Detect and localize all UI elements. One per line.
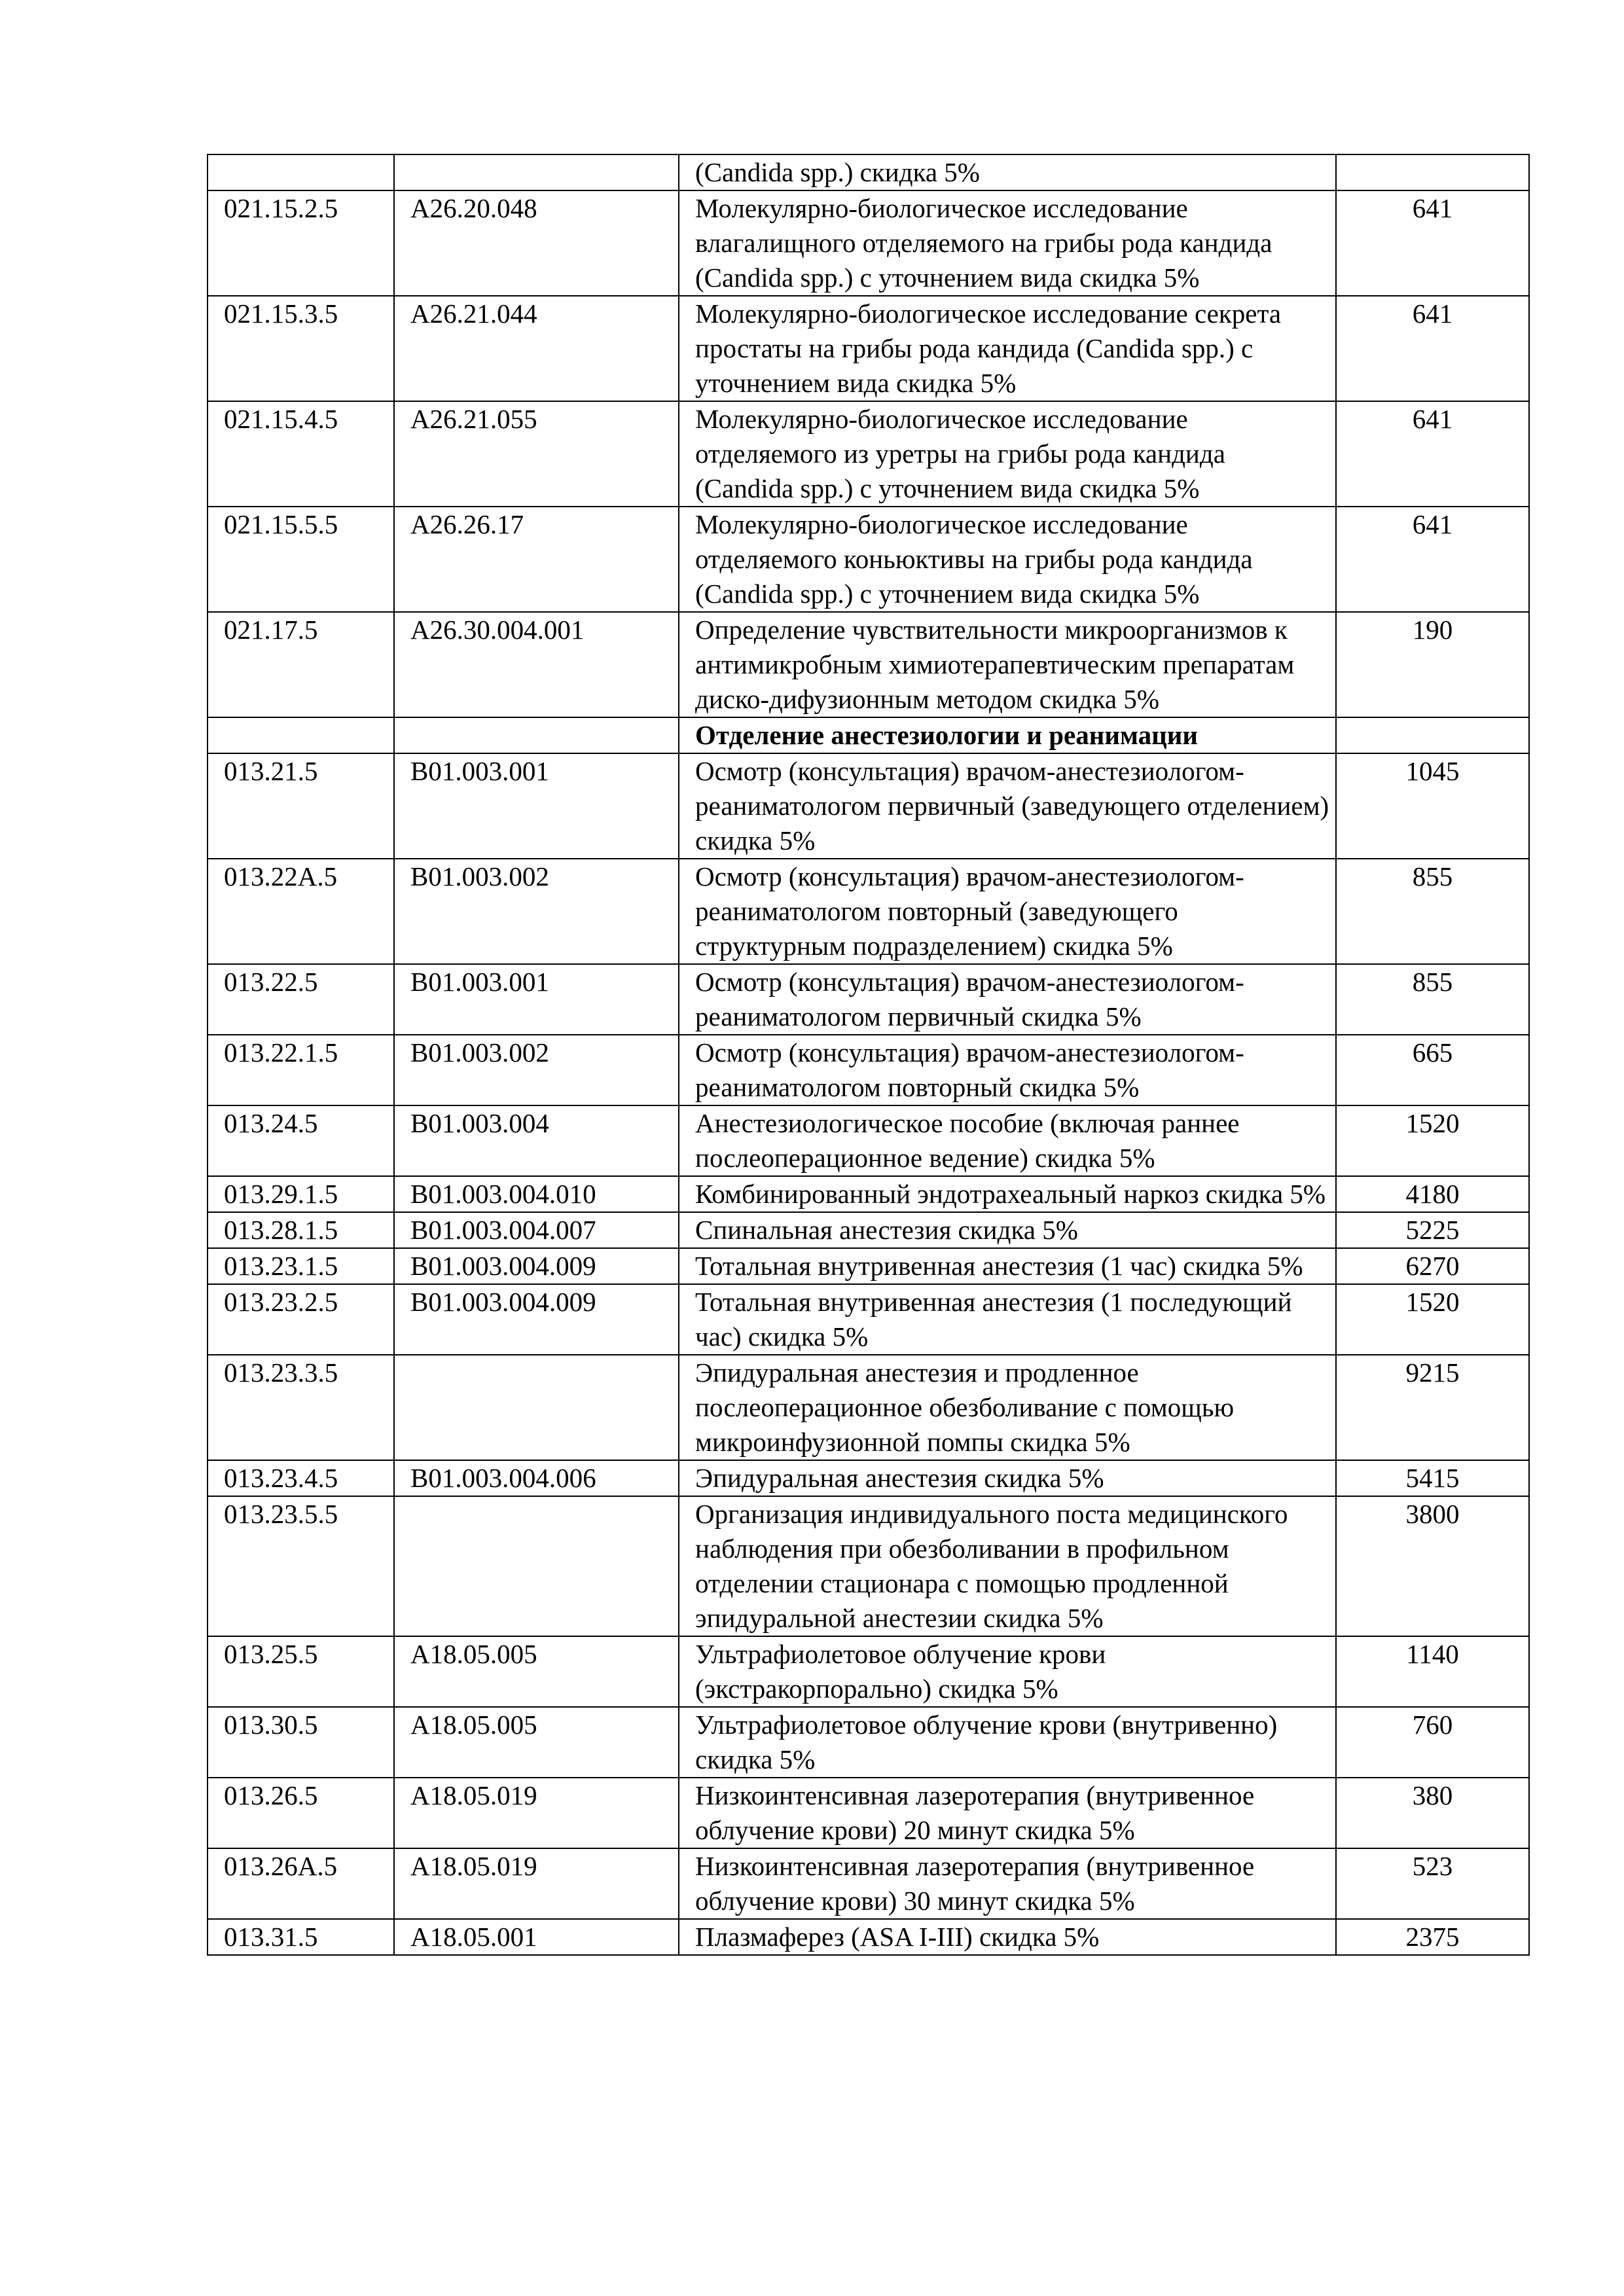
price-cell: 641 — [1336, 190, 1529, 296]
table-row — [208, 1248, 1529, 1284]
table-row — [208, 1105, 1529, 1176]
service-name-cell: Ультрафиолетовое облучение крови (внутривенно) скидка 5% — [679, 1707, 1336, 1778]
row-code-cell: 021.15.5.5 — [208, 507, 394, 612]
row-code-cell: 013.29.1.5 — [208, 1176, 394, 1212]
table-row — [208, 1848, 1529, 1919]
table-row — [208, 1707, 1529, 1778]
service-name-cell: (Candida spp.) скидка 5% — [679, 154, 1336, 190]
price-cell: 855 — [1336, 859, 1529, 964]
service-code-cell: B01.003.001 — [394, 964, 679, 1035]
service-code-cell: A18.05.019 — [394, 1778, 679, 1848]
service-name-cell: Низкоинтенсивная лазеротерапия (внутривенное облучение крови) 20 минут скидка 5% — [679, 1778, 1336, 1848]
service-name-cell: Молекулярно-биологическое исследование отделяемого коньюктивы на грибы рода кандида (Candida spp.) с уточнением вида скидка 5% — [679, 507, 1336, 612]
service-code-cell: A18.05.005 — [394, 1707, 679, 1778]
service-name-cell: Тотальная внутривенная анестезия (1 час) скидка 5% — [679, 1248, 1336, 1284]
table-row — [208, 190, 1529, 296]
table-row — [208, 1460, 1529, 1496]
price-cell: 6270 — [1336, 1248, 1529, 1284]
service-name-cell: Отделение анестезиологии и реанимации — [679, 717, 1336, 753]
service-name-cell: Молекулярно-биологическое исследование влагалищного отделяемого на грибы рода кандида (Candida spp.) с уточнением вида скидка 5% — [679, 190, 1336, 296]
service-name-cell: Анестезиологическое пособие (включая раннее послеоперационное ведение) скидка 5% — [679, 1105, 1336, 1176]
price-cell: 665 — [1336, 1035, 1529, 1105]
price-cell: 5415 — [1336, 1460, 1529, 1496]
service-code-cell: A26.30.004.001 — [394, 612, 679, 717]
service-name-cell: Плазмаферез (ASA I-III) скидка 5% — [679, 1919, 1336, 1955]
row-code-cell: 013.24.5 — [208, 1105, 394, 1176]
row-code-cell: 013.22.1.5 — [208, 1035, 394, 1105]
service-code-cell: B01.003.004.009 — [394, 1248, 679, 1284]
row-code-cell: 021.15.2.5 — [208, 190, 394, 296]
price-cell: 1140 — [1336, 1636, 1529, 1707]
service-name-cell: Молекулярно-биологическое исследование секрета простаты на грибы рода кандида (Candida spp.) с уточнением вида скидка 5% — [679, 296, 1336, 401]
table-row — [208, 1636, 1529, 1707]
price-cell: 641 — [1336, 507, 1529, 612]
table-row — [208, 507, 1529, 612]
service-code-cell: B01.003.004.009 — [394, 1284, 679, 1355]
service-name-cell: Организация индивидуального поста медицинского наблюдения при обезболивании в профильном отделении стационара с помощью продленной эпидуральной анестезии скидка 5% — [679, 1496, 1336, 1636]
service-code-cell — [394, 1496, 679, 1636]
row-code-cell: 021.15.3.5 — [208, 296, 394, 401]
price-list-table — [207, 154, 1530, 1956]
row-code-cell: 013.28.1.5 — [208, 1212, 394, 1248]
table-row — [208, 1355, 1529, 1460]
service-name-cell: Комбинированный эндотрахеальный наркоз скидка 5% — [679, 1176, 1336, 1212]
service-code-cell: B01.003.002 — [394, 1035, 679, 1105]
service-code-cell — [394, 717, 679, 753]
service-name-cell: Определение чувствительности микроорганизмов к антимикробным химиотерапевтическим препаратам диско-дифузионным методом скидка 5% — [679, 612, 1336, 717]
row-code-cell: 013.23.3.5 — [208, 1355, 394, 1460]
service-code-cell: B01.003.004.010 — [394, 1176, 679, 1212]
price-cell: 1520 — [1336, 1284, 1529, 1355]
table-row — [208, 296, 1529, 401]
row-code-cell: 013.21.5 — [208, 753, 394, 859]
service-name-cell: Низкоинтенсивная лазеротерапия (внутривенное облучение крови) 30 минут скидка 5% — [679, 1848, 1336, 1919]
row-code-cell: 013.26A.5 — [208, 1848, 394, 1919]
row-code-cell: 013.22A.5 — [208, 859, 394, 964]
service-name-cell: Ультрафиолетовое облучение крови (экстракорпорально) скидка 5% — [679, 1636, 1336, 1707]
row-code-cell: 013.23.2.5 — [208, 1284, 394, 1355]
service-code-cell: A18.05.005 — [394, 1636, 679, 1707]
service-code-cell: B01.003.004.006 — [394, 1460, 679, 1496]
price-cell — [1336, 154, 1529, 190]
row-code-cell — [208, 717, 394, 753]
row-code-cell: 013.25.5 — [208, 1636, 394, 1707]
table-row — [208, 1496, 1529, 1636]
price-cell: 3800 — [1336, 1496, 1529, 1636]
table-row — [208, 1919, 1529, 1955]
row-code-cell: 013.22.5 — [208, 964, 394, 1035]
price-cell: 5225 — [1336, 1212, 1529, 1248]
service-code-cell: A26.26.17 — [394, 507, 679, 612]
price-cell: 380 — [1336, 1778, 1529, 1848]
service-code-cell: A26.20.048 — [394, 190, 679, 296]
row-code-cell: 021.15.4.5 — [208, 401, 394, 507]
service-code-cell: B01.003.002 — [394, 859, 679, 964]
price-cell: 760 — [1336, 1707, 1529, 1778]
row-code-cell: 013.23.1.5 — [208, 1248, 394, 1284]
price-cell: 4180 — [1336, 1176, 1529, 1212]
service-code-cell: A18.05.019 — [394, 1848, 679, 1919]
price-list-body — [208, 154, 1529, 1955]
table-row — [208, 401, 1529, 507]
row-code-cell: 021.17.5 — [208, 612, 394, 717]
row-code-cell: 013.30.5 — [208, 1707, 394, 1778]
price-cell: 9215 — [1336, 1355, 1529, 1460]
service-code-cell: A26.21.044 — [394, 296, 679, 401]
price-cell: 523 — [1336, 1848, 1529, 1919]
table-row — [208, 964, 1529, 1035]
service-name-cell: Молекулярно-биологическое исследование отделяемого из уретры на грибы рода кандида (Candida spp.) с уточнением вида скидка 5% — [679, 401, 1336, 507]
table-row — [208, 1778, 1529, 1848]
table-row — [208, 1284, 1529, 1355]
service-code-cell: A18.05.001 — [394, 1919, 679, 1955]
service-code-cell: B01.003.004.007 — [394, 1212, 679, 1248]
table-row — [208, 1035, 1529, 1105]
service-name-cell: Осмотр (консультация) врачом-анестезиологом-реаниматологом первичный (заведующего отделением) скидка 5% — [679, 753, 1336, 859]
price-cell: 1520 — [1336, 1105, 1529, 1176]
service-name-cell: Осмотр (консультация) врачом-анестезиологом-реаниматологом первичный скидка 5% — [679, 964, 1336, 1035]
service-name-cell: Спинальная анестезия скидка 5% — [679, 1212, 1336, 1248]
price-cell: 2375 — [1336, 1919, 1529, 1955]
row-code-cell: 013.26.5 — [208, 1778, 394, 1848]
table-row — [208, 1212, 1529, 1248]
price-cell: 1045 — [1336, 753, 1529, 859]
service-name-cell: Эпидуральная анестезия и продленное послеоперационное обезболивание с помощью микроинфузионной помпы скидка 5% — [679, 1355, 1336, 1460]
row-code-cell — [208, 154, 394, 190]
service-code-cell: B01.003.001 — [394, 753, 679, 859]
row-code-cell: 013.31.5 — [208, 1919, 394, 1955]
price-cell: 641 — [1336, 401, 1529, 507]
price-cell — [1336, 717, 1529, 753]
table-row — [208, 859, 1529, 964]
table-row — [208, 1176, 1529, 1212]
table-row — [208, 753, 1529, 859]
row-code-cell: 013.23.4.5 — [208, 1460, 394, 1496]
service-code-cell — [394, 154, 679, 190]
service-name-cell: Эпидуральная анестезия скидка 5% — [679, 1460, 1336, 1496]
section-header-row — [208, 717, 1529, 753]
service-name-cell: Осмотр (консультация) врачом-анестезиологом-реаниматологом повторный скидка 5% — [679, 1035, 1336, 1105]
service-code-cell: A26.21.055 — [394, 401, 679, 507]
price-cell: 641 — [1336, 296, 1529, 401]
table-row — [208, 154, 1529, 190]
service-code-cell: B01.003.004 — [394, 1105, 679, 1176]
table-row — [208, 612, 1529, 717]
price-cell: 855 — [1336, 964, 1529, 1035]
service-name-cell: Тотальная внутривенная анестезия (1 последующий час) скидка 5% — [679, 1284, 1336, 1355]
service-name-cell: Осмотр (консультация) врачом-анестезиологом-реаниматологом повторный (заведующего структурным подразделением) скидка 5% — [679, 859, 1336, 964]
row-code-cell: 013.23.5.5 — [208, 1496, 394, 1636]
price-cell: 190 — [1336, 612, 1529, 717]
service-code-cell — [394, 1355, 679, 1460]
